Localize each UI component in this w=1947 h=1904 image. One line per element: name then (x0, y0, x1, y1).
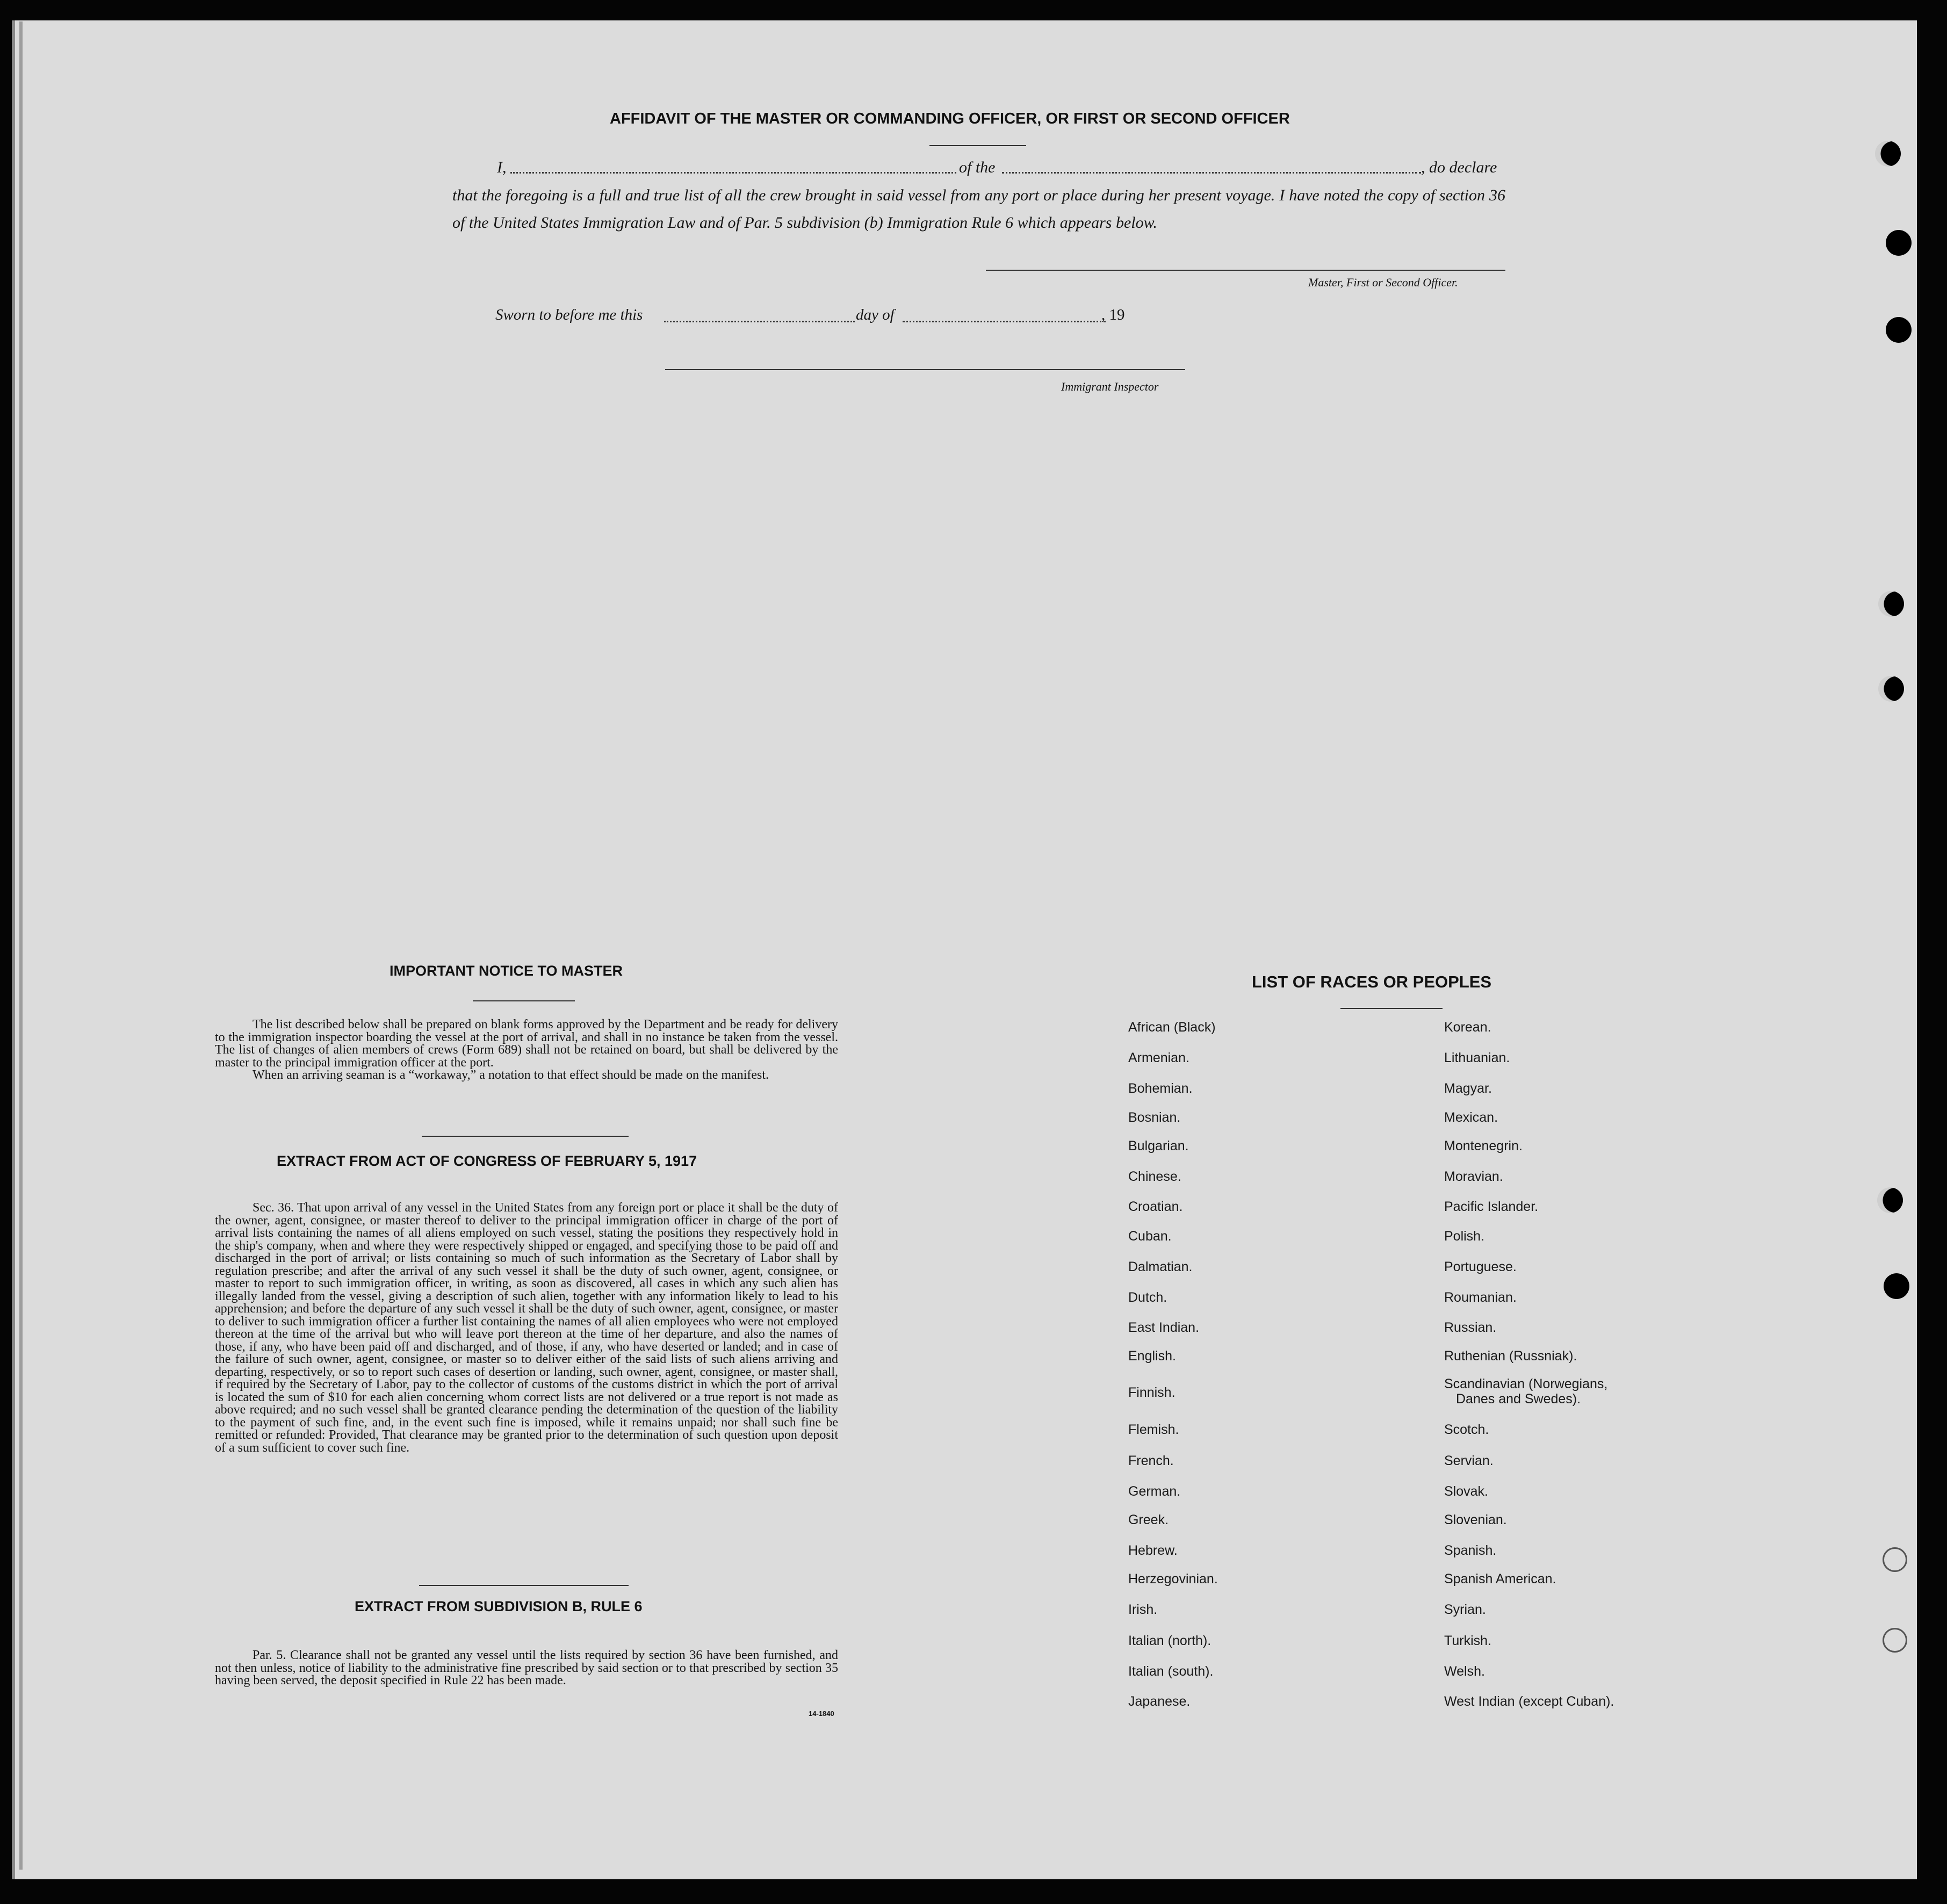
race-item: Hebrew. (1128, 1543, 1178, 1558)
races-title: LIST OF RACES OR PEOPLES (1252, 972, 1492, 991)
race-item: Dutch. (1128, 1290, 1167, 1305)
sworn-month-field[interactable] (903, 321, 1106, 322)
race-item: Welsh. (1444, 1664, 1485, 1679)
binder-hole (1875, 141, 1901, 167)
race-item: Moravian. (1444, 1169, 1503, 1184)
race-item: Bosnian. (1128, 1110, 1181, 1125)
document-page (12, 20, 1917, 1879)
race-item: Italian (south). (1128, 1664, 1214, 1679)
race-item: Bulgarian. (1128, 1138, 1189, 1153)
affidavit-title: AFFIDAVIT OF THE MASTER OR COMMANDING OFFICER, OR FIRST OR SECOND OFFICER (610, 110, 1290, 127)
race-item: Mexican. (1444, 1110, 1498, 1125)
race-item: Flemish. (1128, 1422, 1179, 1437)
race-item: Montenegrin. (1444, 1138, 1523, 1153)
race-item: Slovenian. (1444, 1512, 1507, 1527)
extract-act-title: EXTRACT FROM ACT OF CONGRESS OF FEBRUARY 5, 1917 (277, 1153, 697, 1169)
race-item: Portuguese. (1444, 1259, 1517, 1274)
race-item: Roumanian. (1444, 1290, 1517, 1305)
race-item: Slovak. (1444, 1484, 1488, 1499)
master-signature-label: Master, First or Second Officer. (1308, 276, 1458, 289)
affidavit-do-declare: , do declare (1421, 158, 1497, 176)
extract-act-body (215, 1202, 838, 1454)
race-item: Magyar. (1444, 1081, 1492, 1096)
race-item: African (Black) (1128, 1020, 1216, 1035)
race-item: Finnish. (1128, 1385, 1176, 1400)
race-item: German. (1128, 1484, 1181, 1499)
race-item: Bohemian. (1128, 1081, 1193, 1096)
race-item: Dalmatian. (1128, 1259, 1193, 1274)
race-item: French. (1128, 1453, 1174, 1468)
race-item: English. (1128, 1348, 1176, 1364)
race-item: Servian. (1444, 1453, 1494, 1468)
name-field[interactable] (510, 172, 956, 174)
race-item: Scandinavian (Norwegians, (1444, 1376, 1608, 1391)
divider (422, 1136, 629, 1137)
sworn-year: , 19 (1101, 306, 1125, 323)
binder-hole (1878, 676, 1904, 702)
affidavit-paragraph: that the foregoing is a full and true list of all the crew brought in said vessel from any port or place during her present voyage. I have noted the copy of section 36 of the United States Immigration Law and of Par. 5 subdivision (b) Immigration Rule 6 which appears below. (452, 186, 1505, 232)
affidavit-i: I, (497, 158, 507, 176)
race-item: Herzegovinian. (1128, 1571, 1218, 1586)
page-edge (19, 21, 23, 1870)
race-item: Lithuanian. (1444, 1050, 1510, 1065)
race-item: Scotch. (1444, 1422, 1489, 1437)
race-item: Spanish. (1444, 1543, 1497, 1558)
binder-hole (1886, 230, 1912, 256)
race-item: Spanish American. (1444, 1571, 1556, 1586)
race-item: Croatian. (1128, 1199, 1183, 1214)
race-item: Italian (north). (1128, 1633, 1212, 1648)
binder-hole (1886, 317, 1912, 343)
sworn-prefix: Sworn to before me this (495, 306, 643, 323)
binder-hole (1883, 1547, 1907, 1572)
notice-paragraph-2: When an arriving seaman is a “workaway,” a notation to that effect should be made on the manifest. (253, 1068, 769, 1082)
form-number: 14-1840 (809, 1710, 834, 1718)
race-item: Polish. (1444, 1229, 1485, 1244)
sworn-day-of: day of (856, 306, 895, 323)
inspector-signature-line[interactable] (665, 369, 1185, 370)
divider (419, 1585, 629, 1586)
binder-hole (1884, 1273, 1909, 1299)
divider (1340, 1008, 1443, 1009)
race-item: Turkish. (1444, 1633, 1491, 1648)
divider (929, 145, 1026, 146)
race-item: Russian. (1444, 1320, 1497, 1335)
extract-rule-body (215, 1649, 838, 1687)
par-5-text: Par. 5. Clearance shall not be granted any vessel until the lists required by section 36 have been furnished, and not then unless, notice of liability to the administrative fine prescribed by said section or to that prescribed by section 35 having been served, the deposit specified in Rule 22 has been made. (215, 1648, 838, 1687)
race-item: Pacific Islander. (1444, 1199, 1539, 1214)
binder-hole (1877, 1187, 1903, 1213)
race-item: Korean. (1444, 1020, 1491, 1035)
race-item: Armenian. (1128, 1050, 1189, 1065)
master-signature-line[interactable] (986, 270, 1505, 271)
race-item: Chinese. (1128, 1169, 1181, 1184)
extract-rule-title: EXTRACT FROM SUBDIVISION B, RULE 6 (355, 1598, 643, 1614)
divider (473, 1000, 575, 1001)
race-item: Japanese. (1128, 1694, 1191, 1709)
race-item: Ruthenian (Russniak). (1444, 1348, 1577, 1364)
notice-body (215, 1019, 838, 1082)
notice-title: IMPORTANT NOTICE TO MASTER (390, 963, 623, 979)
binder-hole (1878, 591, 1904, 617)
section-36-text: Sec. 36. That upon arrival of any vessel in the United States from any foreign port or place it shall be the duty of the owner, agent, consignee, or master thereof to deliver to the principal immigration officer in charge of the port of arrival lists containing the names of all aliens employed on such vessel, stating the positions they respectively hold in the ship's company, when and where they were respectively shipped or engaged, and specifying those to be paid off and discharged in the port of arrival; or lists containing so much of such information as the Secretary of Labor shall by regulation prescribe; and after the arrival of any such vessel it shall be the duty of such owner, agent, consignee, or master to report to such immigration officer, in writing, as soon as discovered, all cases in which any such alien has illegally landed from the vessel, giving a description of such alien, together with any information likely to lead to his apprehension; and before the departure of any such vessel it shall be the duty of such owner, agent, consignee, or master to deliver to such immigration officer a further list containing the names of all alien employees who were not employed thereon at the time of the arrival but who will leave port thereon at the time of her departure, and also the names of those, if any, who have been paid off and discharged, and of those, if any, who have deserted or landed; and in case of the failure of such owner, agent, consignee, or master so to deliver either of the said lists of such aliens arriving and departing, respectively, or so to report such cases of desertion or landing, such owner, agent, consignee, or master shall, if required by the Secretary of Labor, pay to the collector of customs of the customs district in which the port of arrival is located the sum of $10 for each alien concerning whom correct lists are not delivered or a true report is not made as above required; and no such vessel shall be granted clearance pending the determination of the question of the liability to the payment of such fine, and, in the event such fine is imposed, while it remains unpaid; nor shall such fine be remitted or refunded: Provided, That clearance may be granted prior to the determination of such question upon deposit of a sum sufficient to cover such fine. (215, 1201, 838, 1455)
race-item: Irish. (1128, 1602, 1158, 1617)
race-item: Cuban. (1128, 1229, 1172, 1244)
binder-hole (1883, 1628, 1907, 1653)
race-item: West Indian (except Cuban). (1444, 1694, 1614, 1709)
notice-paragraph-1: The list described below shall be prepared on blank forms approved by the Department and be ready for delivery to the immigration inspector boarding the vessel at the port of arrival, and shall in no instance be taken from the vessel. The list of changes of alien members of crews (Form 689) shall not be retained on board, but shall be delivered by the master to the principal immigration officer at the port. (215, 1018, 838, 1070)
affidavit-of-the: of the (959, 158, 996, 176)
sworn-day-field[interactable] (664, 321, 855, 322)
vessel-field[interactable] (1002, 172, 1421, 174)
race-item: Greek. (1128, 1512, 1169, 1527)
race-item: East Indian. (1128, 1320, 1200, 1335)
inspector-label: Immigrant Inspector (1061, 380, 1159, 393)
race-item: Syrian. (1444, 1602, 1486, 1617)
race-item: Danes and Swedes). (1456, 1391, 1581, 1407)
